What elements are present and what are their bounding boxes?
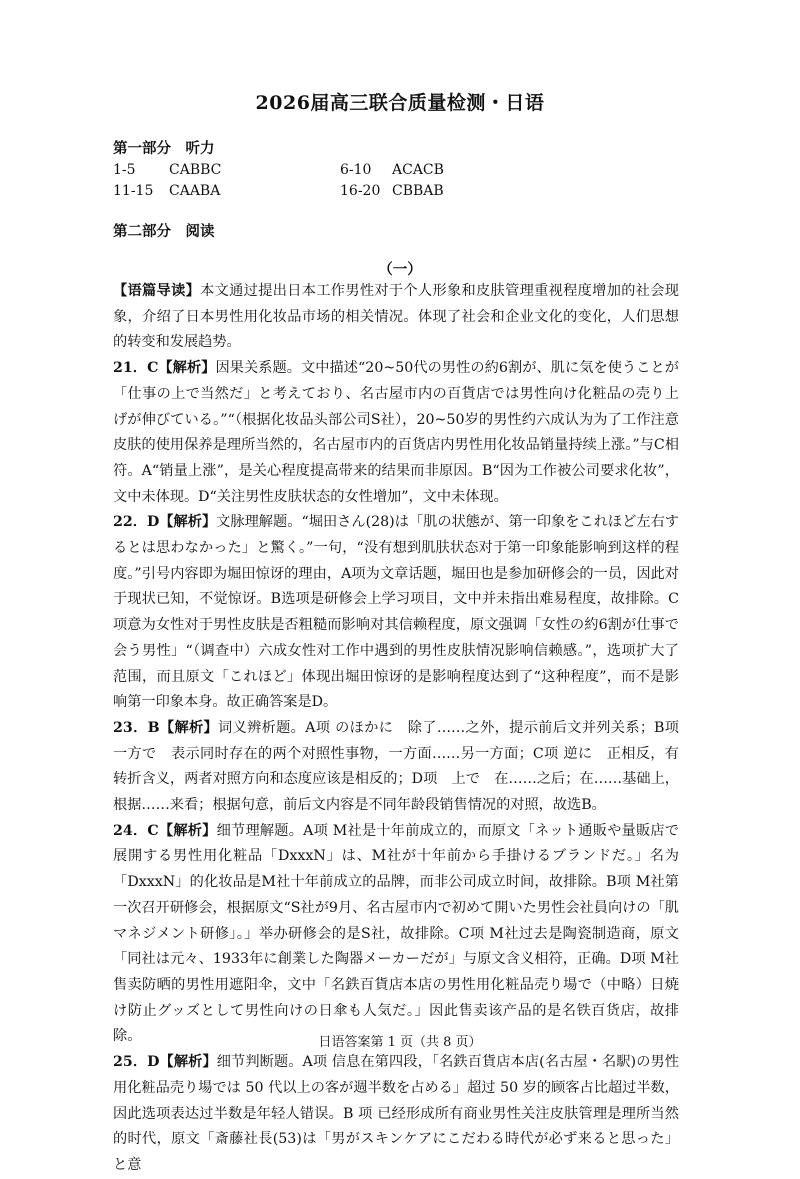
paragraph-text: 细节判断题。A项 信息在第四段，「名鉄百貨店本店(名古屋・名駅)の男性用化粧品売り場では 50 代以上の客が週半数を占める」超过 50 岁的顾客占比超过半数，因此选项表达过半数是年轻人错误。B 项 已经形成所有商业男性关注皮肤管理是理所当然的时代，原文「斎藤社長(53)は「男がスキンケアにこだわる時代が必ず来ると思った」と意 xyxy=(113,1054,679,1173)
answer-keys: CBBAB xyxy=(392,183,444,199)
paragraph-text: 词义辨析题。A项 のほかに 除了……之外，提示前后文并列关系；B项 一方で 表示同时存在的两个对照性事物，一方面……另一方面；C项 逆に 正相反，有转折含义，两者对照方向和态度应该是相反的；D项 上で 在……之后；在……基础上，根据……来看；根据句意，前后文内容是不同年龄段销售情况的对照，故选B。 xyxy=(113,719,679,814)
page-footer: 日语答案第 1 页（共 8 页） xyxy=(318,1035,482,1050)
answer-keys: ACACB xyxy=(392,162,444,178)
paragraph-text: 因果关系题。文中描述“20~50代の男性の約6割が、肌に気を使うことが「仕事の上で当然だ」と考えており、名古屋市内の百貨店では男性向け化粧品の売り上げが伸びている。”“（根据化妆品头部公司S社），20~50岁的男性约六成认为为了工作注意皮肤的使用保养是理所当然的，名古屋市内的百货店内男性用化妆品销量持续上涨。”与C相符。A“销量上涨”，是关心程度提高带来的结果而非原因。B“因为工作被公司要求化妆”，文中未体现。D“关注男性皮肤状态的女性增加”，文中未体现。 xyxy=(113,360,679,505)
paragraph-lead: 21．C【解析】 xyxy=(113,360,216,377)
paragraph-text: 本文通过提出日本工作男性对于个人形象和皮肤管理重视程度增加的社会现象，介绍了日本男性用化妆品市场的相关情况。体现了社会和企业文化的变化，人们思想的转变和发展趋势。 xyxy=(113,283,679,351)
paragraph-text: 文脉理解题。“堀田さん(28)は「肌の状態が、第一印象をこれほど左右するとは思わなかった」と驚く。”一句，“没有想到肌肤状态对于第一印象能影响到这样的程度。”引号内容即为堀田惊讶的理由，A项为文章话题，堀田也是参加研修会的一员，因此对于现状已知，不觉惊讶。B选项是研修会上学习项目，文中并未指出难易程度，故排除。C项意为女性对于男性皮肤是否粗糙而影响对其信赖程度，原文强调「女性の約6割が仕事で会う男性」“（调查中）六成女性对工作中遇到的男性皮肤情况影响信赖感。”，选项扩大了范围，而且原文「これほど」体现出堀田惊讶的是影响程度达到了“这种程度”，而不是影响第一印象本身。故正确答案是D。 xyxy=(113,514,679,711)
paragraph-lead: 24．C【解析】 xyxy=(113,822,217,839)
paragraph-guide xyxy=(113,279,679,356)
paragraph-q25 xyxy=(113,1050,679,1179)
page-title: 2026届高三联合质量检测・日语 xyxy=(255,92,545,114)
paragraph-lead: 25．D【解析】 xyxy=(113,1054,217,1071)
answer-keys: CABBC xyxy=(169,162,222,178)
answer-keys: CAABA xyxy=(169,183,221,199)
paragraph-text: 细节理解题。A项 M社是十年前成立的，而原文「ネット通販や量販店で展開する男性用化粧品「DxxxN」は、M社が十年前から手掛けるブランドだ。」名为「DxxxN」的化妆品是M社十年前成立的品牌，而非公司成立时间，故排除。B项 M社第一次召开研修会，根据原文“S社が9月、名古屋市内で初めて開いた男性会社員向けの「肌マネジメント研修」。」举办研修会的是S社，故排除。C项 M社过去是陶瓷制造商，原文「同社は元々、1933年に創業した陶器メーカーだが」与原文含义相符，正确。D项 M社售卖防晒的男性用遮阳伞，文中「名鉄百貨店本店の男性用化粧品売り場で（中略）日焼け防止グッズとして男性向けの日傘も人気だ。」因此售卖该产品的是名铁百货店，故排除。 xyxy=(113,822,679,1045)
paragraph-q23 xyxy=(113,716,679,819)
answer-range: 1-5 xyxy=(113,162,136,178)
answer-row xyxy=(113,183,713,205)
answer-row xyxy=(113,162,713,184)
paragraph-q22 xyxy=(113,510,679,716)
answer-range: 6-10 xyxy=(340,162,372,178)
part1-heading: 第一部分 听力 xyxy=(113,140,215,157)
part2-heading: 第二部分 阅读 xyxy=(113,223,215,240)
paragraph-q24 xyxy=(113,819,679,1050)
answer-range: 11-15 xyxy=(113,183,154,199)
paragraph-q21 xyxy=(113,356,679,510)
passage-number: （一） xyxy=(378,261,422,278)
paragraph-lead: 22．D【解析】 xyxy=(113,514,217,531)
paragraph-lead: 23．B【解析】 xyxy=(113,719,219,736)
paragraph-lead: 【语篇导读】 xyxy=(113,283,201,299)
answer-range: 16-20 xyxy=(340,183,381,199)
